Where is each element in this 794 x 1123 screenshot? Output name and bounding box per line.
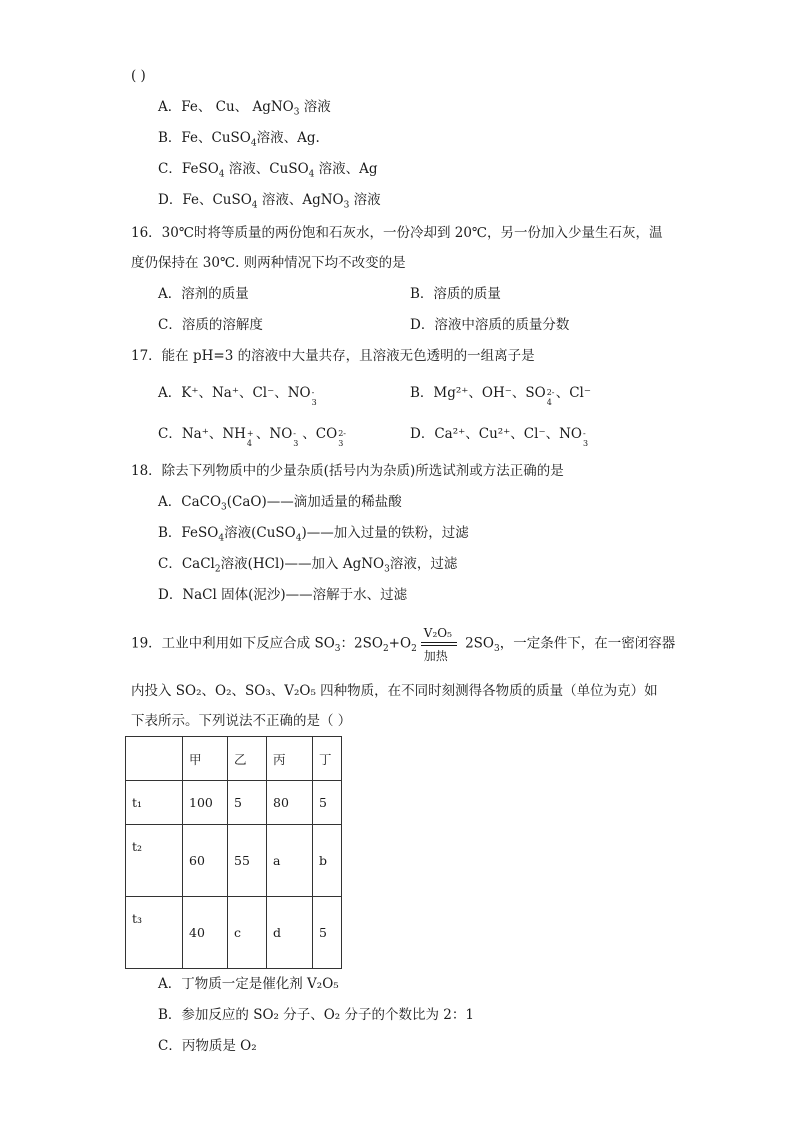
q16-option-a: A．溶剂的质量 <box>158 286 249 302</box>
q18-stem: 18．除去下列物质中的少量杂质(括号内为杂质)所选试剂或方法正确的是 <box>131 463 564 479</box>
table-cell: b <box>313 825 342 897</box>
q19-option-b: B．参加反应的 SO₂ 分子、O₂ 分子的个数比为 2：1 <box>158 1007 474 1023</box>
q17-option-a: A．K⁺、Na⁺、Cl⁻、NO - 3 <box>158 385 317 407</box>
q16-option-c: C．溶质的溶解度 <box>158 317 263 333</box>
q18-option-b: B．FeSO$_4$溶液(CuSO$_4$)——加入过量的铁粉，过滤 <box>158 525 469 544</box>
q15-option-d: D．Fe、CuSO$_4$ 溶液、AgNO$_3$ 溶液 <box>158 192 381 211</box>
reaction-condition: V₂O₅ 加热 <box>421 626 457 662</box>
q19-stem-line1: 19．工业中利用如下反应合成 $SO_3$：$2SO_2+O_2$ V₂O₅ 加热 $2SO_3$，一定条件下，在一密闭容器 <box>131 626 676 663</box>
q19-stem-line3: 下表所示。下列说法不正确的是（ ） <box>131 713 352 729</box>
table-cell: d <box>267 897 313 969</box>
table-cell: 40 <box>183 897 228 969</box>
table-cell: t₂ <box>126 825 183 897</box>
table-cell: 80 <box>267 781 313 825</box>
q17-option-b: B．Mg²⁺、OH⁻、SO 2- 4 、Cl⁻ <box>410 385 591 407</box>
table-cell: 60 <box>183 825 228 897</box>
table-row <box>126 781 342 825</box>
q16-option-b: B．溶质的质量 <box>410 286 501 302</box>
q18-option-c: C．CaCl$_2$溶液(HCl)——加入 AgNO$_3$溶液，过滤 <box>158 556 458 575</box>
q19-option-a: A．丁物质一定是催化剂 V₂O₅ <box>158 976 339 992</box>
q16-stem-line2: 度仍保持在 30℃. 则两种情况下均不改变的是 <box>131 255 406 271</box>
q17-option-c: C．Na⁺、NH + 4 、NO - 3 、CO 2- 3 <box>158 426 346 448</box>
table-row <box>126 897 342 969</box>
q16-stem-line1: 16．30℃时将等质量的两份饱和石灰水，一份冷却到 20℃，另一份加入少量生石灰，温 <box>131 225 663 241</box>
table-cell: 5 <box>313 897 342 969</box>
table-cell: c <box>228 897 267 969</box>
q19-stem-line2: 内投入 SO₂、O₂、SO₃、V₂O₅ 四种物质，在不同时刻测得各物质的质量（单位为克）如 <box>131 683 658 699</box>
table-cell: 5 <box>228 781 267 825</box>
q15-option-b: B．Fe、CuSO$_4$溶液、Ag. <box>158 130 320 149</box>
table-row <box>126 825 342 897</box>
table-header: 乙 <box>228 737 267 781</box>
table-cell: 5 <box>313 781 342 825</box>
table-header: 甲 <box>183 737 228 781</box>
q16-option-d: D．溶液中溶质的质量分数 <box>410 317 570 333</box>
table-header-row <box>126 737 342 781</box>
table-cell: a <box>267 825 313 897</box>
table-cell: t₃ <box>126 897 183 969</box>
q17-stem: 17．能在 pH=3 的溶液中大量共存，且溶液无色透明的一组离子是 <box>131 348 535 364</box>
table-header: 丁 <box>313 737 342 781</box>
q15-answer-bracket: ( ) <box>131 68 146 84</box>
q15-option-a: A．Fe、 Cu、 AgNO$_3$ 溶液 <box>158 99 331 118</box>
q17-option-d: D．Ca²⁺、Cu²⁺、Cl⁻、NO - 3 <box>410 426 589 448</box>
q18-option-a: A．CaCO$_3$(CaO)——滴加适量的稀盐酸 <box>158 494 402 513</box>
table-header: 丙 <box>267 737 313 781</box>
q18-option-d: D．NaCl 固体(泥沙)——溶解于水、过滤 <box>158 587 408 603</box>
mass-table <box>125 736 342 969</box>
table-cell: 55 <box>228 825 267 897</box>
q19-option-c: C．丙物质是 O₂ <box>158 1038 257 1054</box>
q15-option-c: C．FeSO$_4$ 溶液、CuSO$_4$ 溶液、Ag <box>158 161 378 180</box>
table-cell: t₁ <box>126 781 183 825</box>
table-cell <box>126 737 183 781</box>
table-cell: 100 <box>183 781 228 825</box>
